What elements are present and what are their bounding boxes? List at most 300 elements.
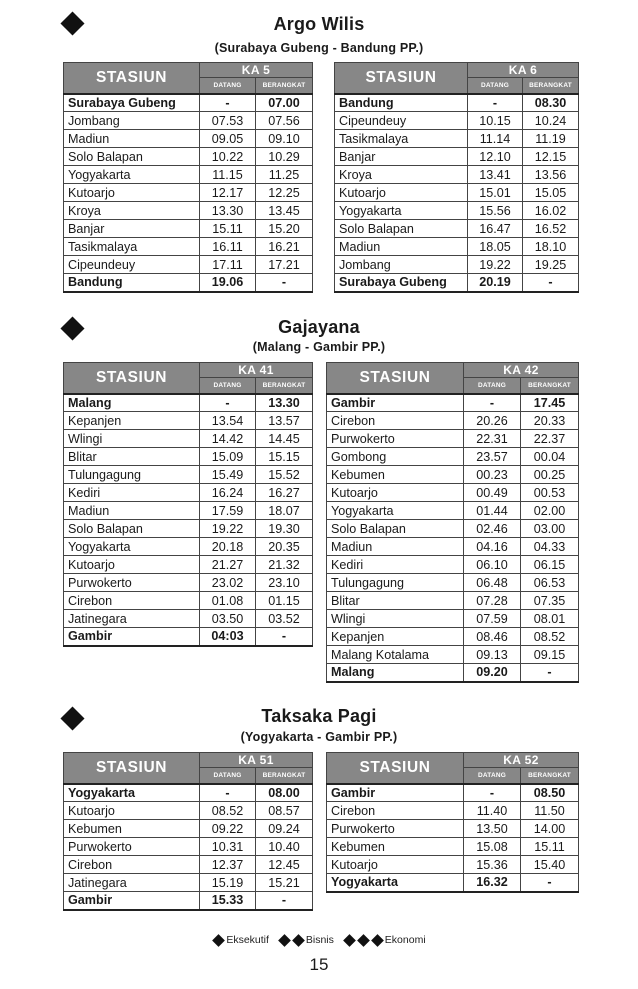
departure-time: 08.57	[256, 802, 313, 820]
table-row	[327, 664, 579, 682]
departure-time: 13.30	[256, 394, 313, 412]
table-row	[335, 256, 579, 274]
arrival-time: 03.50	[200, 610, 256, 628]
table-row	[327, 838, 579, 856]
station-name: Malang	[327, 664, 464, 682]
departure-time: 20.33	[521, 412, 579, 430]
station-name: Gombong	[327, 448, 464, 466]
station-name: Madiun	[64, 130, 200, 148]
station-name: Solo Balapan	[335, 220, 468, 238]
station-name: Yogyakarta	[327, 874, 464, 892]
station-name: Kutoarjo	[64, 184, 200, 202]
arrival-column-header: DATANG	[200, 78, 256, 94]
arrival-time: 09.05	[200, 130, 256, 148]
legend-eksekutif	[212, 934, 269, 946]
station-name: Tulungagung	[327, 574, 464, 592]
station-name: Kepanjen	[64, 412, 200, 430]
arrival-time: -	[200, 94, 256, 112]
schedule-table	[326, 362, 579, 683]
station-name: Kroya	[64, 202, 200, 220]
station-name: Gambir	[64, 628, 200, 646]
station-name: Yogyakarta	[327, 502, 464, 520]
station-name: Kediri	[64, 484, 200, 502]
arrival-time: 15.08	[464, 838, 521, 856]
table-row	[327, 412, 579, 430]
station-name: Cirebon	[327, 802, 464, 820]
departure-time: 10.24	[523, 112, 579, 130]
table-row	[335, 94, 579, 112]
departure-time: 07.56	[256, 112, 313, 130]
arrival-time: 13.54	[200, 412, 256, 430]
station-name: Jatinegara	[64, 610, 200, 628]
table-row	[327, 448, 579, 466]
table-row	[327, 784, 579, 802]
arrival-time: 20.18	[200, 538, 256, 556]
table-row	[64, 448, 313, 466]
departure-time: 15.15	[256, 448, 313, 466]
arrival-time: 15.09	[200, 448, 256, 466]
legend-bisnis	[278, 934, 334, 946]
departure-time: 16.27	[256, 484, 313, 502]
station-name: Malang Kotalama	[327, 646, 464, 664]
departure-time: 14.00	[521, 820, 579, 838]
arrival-time: 13.30	[200, 202, 256, 220]
departure-time: 08.52	[521, 628, 579, 646]
arrival-time: -	[200, 394, 256, 412]
schedule-table	[326, 752, 579, 893]
arrival-time: 19.06	[200, 274, 256, 292]
departure-time: 10.29	[256, 148, 313, 166]
station-name: Yogyakarta	[64, 166, 200, 184]
table-row	[64, 610, 313, 628]
departure-time: 17.21	[256, 256, 313, 274]
arrival-time: 15.11	[200, 220, 256, 238]
arrival-time: -	[468, 94, 523, 112]
table-row	[335, 166, 579, 184]
station-name: Gambir	[327, 784, 464, 802]
legend-label: Ekonomi	[384, 934, 426, 946]
departure-time: 09.10	[256, 130, 313, 148]
table-row	[64, 502, 313, 520]
table-row	[64, 148, 313, 166]
train-number-header: KA 51	[200, 753, 313, 768]
departure-time: 15.40	[521, 856, 579, 874]
arrival-time: 09.20	[464, 664, 521, 682]
departure-time: 00.25	[521, 466, 579, 484]
station-name: Malang	[64, 394, 200, 412]
departure-time: 11.50	[521, 802, 579, 820]
table-row	[335, 112, 579, 130]
departure-time: 08.00	[256, 784, 313, 802]
table-row	[327, 874, 579, 892]
station-column-header: STASIUN	[64, 363, 200, 394]
station-name: Kutoarjo	[64, 802, 200, 820]
departure-time: 19.25	[523, 256, 579, 274]
station-name: Madiun	[64, 502, 200, 520]
arrival-time: 19.22	[200, 520, 256, 538]
station-name: Surabaya Gubeng	[335, 274, 468, 292]
arrival-time: 15.36	[464, 856, 521, 874]
train-number-header: KA 41	[200, 363, 313, 378]
schedule-table	[334, 62, 579, 293]
arrival-time: 21.27	[200, 556, 256, 574]
section-subtitle: (Surabaya Gubeng - Bandung PP.)	[214, 41, 424, 55]
table-row	[64, 466, 313, 484]
arrival-time: 14.42	[200, 430, 256, 448]
station-name: Madiun	[335, 238, 468, 256]
station-name: Cirebon	[64, 592, 200, 610]
page-number: 15	[309, 955, 329, 974]
station-name: Bandung	[64, 274, 200, 292]
departure-time: 12.25	[256, 184, 313, 202]
table-row	[327, 574, 579, 592]
table-row	[327, 610, 579, 628]
table-row	[64, 892, 313, 910]
arrival-column-header: DATANG	[200, 768, 256, 784]
station-name: Madiun	[327, 538, 464, 556]
arrival-time: 12.10	[468, 148, 523, 166]
table-row	[335, 274, 579, 292]
table-row	[64, 556, 313, 574]
station-name: Yogyakarta	[335, 202, 468, 220]
departure-time: 15.05	[523, 184, 579, 202]
station-name: Blitar	[327, 592, 464, 610]
departure-time: 14.45	[256, 430, 313, 448]
station-name: Purwokerto	[327, 430, 464, 448]
departure-column-header: BERANGKAT	[256, 78, 313, 94]
arrival-time: 10.31	[200, 838, 256, 856]
diamond-icon	[357, 934, 370, 947]
station-name: Kebumen	[327, 838, 464, 856]
station-name: Cirebon	[327, 412, 464, 430]
diamond-icon	[371, 934, 384, 947]
diamond-icon	[278, 934, 291, 947]
departure-time: 13.57	[256, 412, 313, 430]
table-row	[327, 628, 579, 646]
departure-time: 08.30	[523, 94, 579, 112]
table-row	[64, 184, 313, 202]
departure-time: 00.04	[521, 448, 579, 466]
station-name: Gambir	[64, 892, 200, 910]
table-row	[335, 220, 579, 238]
arrival-time: 01.08	[200, 592, 256, 610]
table-row	[64, 112, 313, 130]
arrival-time: 09.22	[200, 820, 256, 838]
arrival-time: 16.47	[468, 220, 523, 238]
station-name: Tasikmalaya	[335, 130, 468, 148]
station-name: Kutoarjo	[327, 856, 464, 874]
departure-time: 03.52	[256, 610, 313, 628]
arrival-time: 11.15	[200, 166, 256, 184]
station-name: Kebumen	[64, 820, 200, 838]
arrival-time: -	[464, 394, 521, 412]
diamond-icon	[292, 934, 305, 947]
station-name: Kebumen	[327, 466, 464, 484]
departure-column-header: BERANGKAT	[521, 378, 579, 394]
departure-time: 18.07	[256, 502, 313, 520]
table-row	[64, 166, 313, 184]
table-row	[64, 574, 313, 592]
legend-label: Bisnis	[305, 934, 334, 946]
station-name: Bandung	[335, 94, 468, 112]
arrival-time: 15.33	[200, 892, 256, 910]
departure-time: 02.00	[521, 502, 579, 520]
arrival-time: 02.46	[464, 520, 521, 538]
table-row	[327, 502, 579, 520]
table-row	[327, 802, 579, 820]
train-number-header: KA 52	[464, 753, 579, 768]
schedule-table	[63, 752, 313, 911]
table-row	[327, 466, 579, 484]
table-row	[335, 202, 579, 220]
departure-column-header: BERANGKAT	[256, 378, 313, 394]
departure-time: 12.45	[256, 856, 313, 874]
departure-time: -	[521, 664, 579, 682]
departure-time: 13.45	[256, 202, 313, 220]
arrival-time: 20.26	[464, 412, 521, 430]
departure-time: 01.15	[256, 592, 313, 610]
class-legend	[0, 934, 638, 948]
departure-time: 19.30	[256, 520, 313, 538]
departure-time: 11.19	[523, 130, 579, 148]
table-row	[64, 202, 313, 220]
arrival-time: 04:03	[200, 628, 256, 646]
arrival-time: 08.52	[200, 802, 256, 820]
table-row	[327, 538, 579, 556]
departure-time: 21.32	[256, 556, 313, 574]
table-row	[64, 238, 313, 256]
arrival-time: 15.49	[200, 466, 256, 484]
arrival-time: -	[200, 784, 256, 802]
table-row	[327, 592, 579, 610]
departure-time: 09.24	[256, 820, 313, 838]
section-subtitle: (Yogyakarta - Gambir PP.)	[240, 730, 398, 744]
table-row	[327, 646, 579, 664]
departure-time: 15.11	[521, 838, 579, 856]
table-row	[64, 220, 313, 238]
table-row	[64, 484, 313, 502]
arrival-time: 13.41	[468, 166, 523, 184]
station-column-header: STASIUN	[64, 63, 200, 94]
arrival-time: 17.11	[200, 256, 256, 274]
arrival-time: 20.19	[468, 274, 523, 292]
station-name: Cipeundeuy	[335, 112, 468, 130]
table-row	[64, 802, 313, 820]
diamond-icon	[343, 934, 356, 947]
station-column-header: STASIUN	[64, 753, 200, 784]
station-name: Solo Balapan	[64, 520, 200, 538]
station-name: Kutoarjo	[335, 184, 468, 202]
departure-time: 18.10	[523, 238, 579, 256]
table-row	[64, 256, 313, 274]
station-name: Purwokerto	[64, 838, 200, 856]
table-row	[64, 394, 313, 412]
departure-time: 07.00	[256, 94, 313, 112]
station-name: Purwokerto	[64, 574, 200, 592]
station-name: Jombang	[64, 112, 200, 130]
arrival-time: 01.44	[464, 502, 521, 520]
table-row	[64, 130, 313, 148]
departure-time: 07.35	[521, 592, 579, 610]
train-number-header: KA 5	[200, 63, 313, 78]
schedule-table	[63, 62, 313, 293]
table-row	[64, 592, 313, 610]
station-name: Yogyakarta	[64, 538, 200, 556]
schedule-table	[63, 362, 313, 647]
departure-time: 09.15	[521, 646, 579, 664]
arrival-time: 13.50	[464, 820, 521, 838]
table-row	[327, 520, 579, 538]
table-row	[327, 820, 579, 838]
arrival-time: 09.13	[464, 646, 521, 664]
departure-time: 16.21	[256, 238, 313, 256]
table-row	[64, 856, 313, 874]
table-row	[64, 538, 313, 556]
departure-time: -	[256, 892, 313, 910]
station-name: Wlingi	[327, 610, 464, 628]
arrival-column-header: DATANG	[464, 768, 521, 784]
departure-time: 15.20	[256, 220, 313, 238]
station-name: Yogyakarta	[64, 784, 200, 802]
table-row	[64, 94, 313, 112]
arrival-time: 04.16	[464, 538, 521, 556]
section-title: Gajayana	[278, 317, 360, 337]
section-title: Taksaka Pagi	[261, 706, 377, 726]
station-name: Banjar	[64, 220, 200, 238]
station-column-header: STASIUN	[335, 63, 468, 94]
train-number-header: KA 6	[468, 63, 579, 78]
table-row	[335, 148, 579, 166]
table-row	[64, 838, 313, 856]
station-name: Kutoarjo	[64, 556, 200, 574]
table-row	[335, 184, 579, 202]
table-row	[327, 556, 579, 574]
arrival-time: 08.46	[464, 628, 521, 646]
arrival-time: 16.24	[200, 484, 256, 502]
station-name: Blitar	[64, 448, 200, 466]
arrival-time: 23.57	[464, 448, 521, 466]
arrival-time: 06.10	[464, 556, 521, 574]
departure-time: 16.02	[523, 202, 579, 220]
diamond-icon	[212, 934, 225, 947]
arrival-column-header: DATANG	[464, 378, 521, 394]
arrival-time: 10.15	[468, 112, 523, 130]
arrival-time: 15.01	[468, 184, 523, 202]
departure-column-header: BERANGKAT	[256, 768, 313, 784]
departure-time: 20.35	[256, 538, 313, 556]
station-name: Kutoarjo	[327, 484, 464, 502]
arrival-time: 15.19	[200, 874, 256, 892]
table-row	[335, 130, 579, 148]
table-row	[64, 412, 313, 430]
legend-label: Eksekutif	[226, 934, 269, 946]
station-name: Gambir	[327, 394, 464, 412]
table-row	[335, 238, 579, 256]
station-name: Cirebon	[64, 856, 200, 874]
arrival-time: 15.56	[468, 202, 523, 220]
train-number-header: KA 42	[464, 363, 579, 378]
departure-time: 00.53	[521, 484, 579, 502]
departure-time: 06.15	[521, 556, 579, 574]
arrival-time: 12.17	[200, 184, 256, 202]
station-name: Kroya	[335, 166, 468, 184]
table-row	[64, 820, 313, 838]
station-name: Cipeundeuy	[64, 256, 200, 274]
station-name: Purwokerto	[327, 820, 464, 838]
departure-time: 13.56	[523, 166, 579, 184]
departure-time: 22.37	[521, 430, 579, 448]
arrival-time: 00.23	[464, 466, 521, 484]
departure-time: 03.00	[521, 520, 579, 538]
arrival-time: 17.59	[200, 502, 256, 520]
departure-time: 23.10	[256, 574, 313, 592]
arrival-time: 18.05	[468, 238, 523, 256]
table-row	[64, 274, 313, 292]
table-row	[327, 856, 579, 874]
arrival-time: 10.22	[200, 148, 256, 166]
station-name: Kediri	[327, 556, 464, 574]
departure-time: -	[521, 874, 579, 892]
table-row	[327, 484, 579, 502]
departure-time: 17.45	[521, 394, 579, 412]
station-name: Kepanjen	[327, 628, 464, 646]
arrival-time: 16.11	[200, 238, 256, 256]
station-name: Solo Balapan	[64, 148, 200, 166]
station-name: Banjar	[335, 148, 468, 166]
arrival-time: 07.53	[200, 112, 256, 130]
arrival-time: 12.37	[200, 856, 256, 874]
station-name: Jombang	[335, 256, 468, 274]
departure-column-header: BERANGKAT	[521, 768, 579, 784]
table-row	[64, 874, 313, 892]
departure-time: -	[256, 274, 313, 292]
station-column-header: STASIUN	[327, 753, 464, 784]
departure-column-header: BERANGKAT	[523, 78, 579, 94]
departure-time: -	[256, 628, 313, 646]
section-subtitle: (Malang - Gambir PP.)	[252, 340, 386, 354]
legend-ekonomi	[343, 934, 426, 946]
station-name: Solo Balapan	[327, 520, 464, 538]
station-name: Wlingi	[64, 430, 200, 448]
station-name: Tulungagung	[64, 466, 200, 484]
station-name: Jatinegara	[64, 874, 200, 892]
departure-time: 08.50	[521, 784, 579, 802]
table-row	[64, 784, 313, 802]
arrival-time: 07.59	[464, 610, 521, 628]
arrival-time: 11.40	[464, 802, 521, 820]
departure-time: -	[523, 274, 579, 292]
arrival-column-header: DATANG	[200, 378, 256, 394]
arrival-time: -	[464, 784, 521, 802]
arrival-time: 23.02	[200, 574, 256, 592]
table-row	[327, 394, 579, 412]
arrival-time: 19.22	[468, 256, 523, 274]
arrival-time: 22.31	[464, 430, 521, 448]
departure-time: 12.15	[523, 148, 579, 166]
departure-time: 16.52	[523, 220, 579, 238]
station-name: Tasikmalaya	[64, 238, 200, 256]
arrival-time: 07.28	[464, 592, 521, 610]
departure-time: 08.01	[521, 610, 579, 628]
departure-time: 06.53	[521, 574, 579, 592]
station-name: Surabaya Gubeng	[64, 94, 200, 112]
station-column-header: STASIUN	[327, 363, 464, 394]
arrival-column-header: DATANG	[468, 78, 523, 94]
departure-time: 04.33	[521, 538, 579, 556]
table-row	[64, 628, 313, 646]
departure-time: 15.52	[256, 466, 313, 484]
table-row	[64, 430, 313, 448]
